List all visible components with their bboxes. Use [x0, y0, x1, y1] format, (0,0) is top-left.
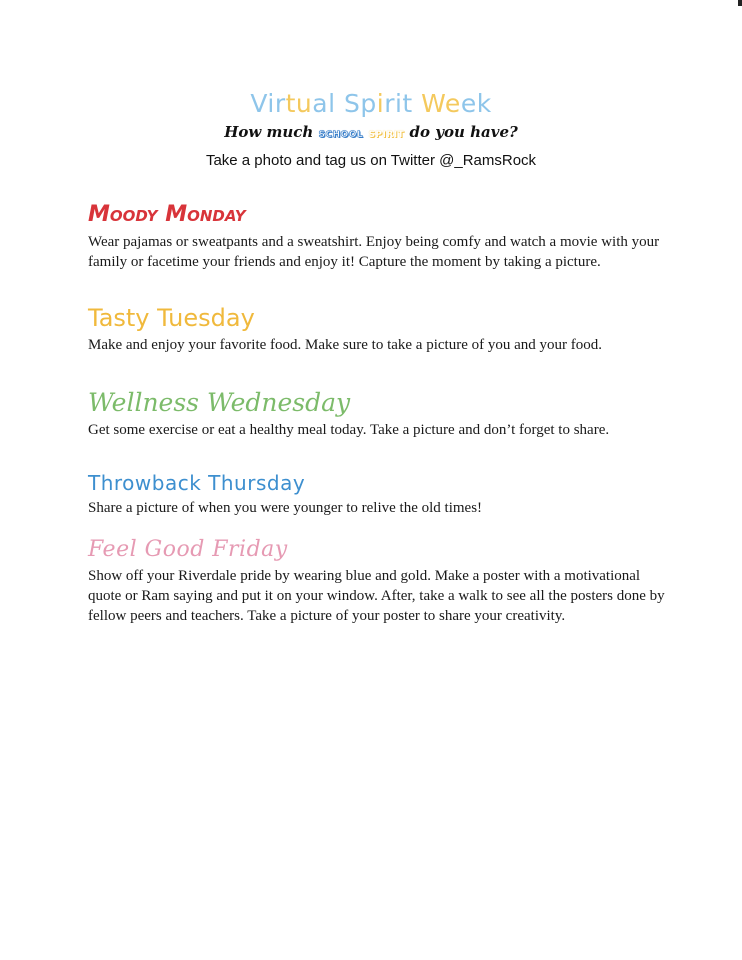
- day-description: Show off your Riverdale pride by wearing blue and gold. Make a poster with a motivational quote or Ram saying and put it on your window. After, take a walk to see all the posters done by fellow peers and teachers. Take a picture of your poster to share your creativity.: [88, 568, 665, 624]
- title-part: ek: [460, 89, 492, 118]
- day-list: [88, 198, 668, 626]
- day-section-wednesday: [88, 385, 668, 440]
- title-part: Sp: [343, 89, 377, 118]
- corner-mark: [738, 0, 742, 6]
- day-title: Feel Good Friday: [88, 537, 288, 562]
- day-section-tuesday: [88, 301, 668, 355]
- subtitle-end: do you have?: [404, 123, 518, 141]
- day-title: Throwback Thursday: [88, 471, 306, 495]
- subtitle-start: How much: [224, 123, 319, 141]
- subtitle-spirit-word: SPIRIT: [368, 130, 405, 140]
- day-title: Wellness Wednesday: [88, 388, 351, 417]
- day-description: Share a picture of when you were younger to relive the old times!: [88, 500, 483, 516]
- subtitle-school-word: SCHOOL: [318, 130, 364, 140]
- day-title: Moody Monday: [88, 202, 246, 227]
- title-part: tu: [285, 89, 313, 118]
- header: [0, 88, 742, 171]
- tagline: Take a photo and tag us on Twitter @_RamsRock: [205, 152, 537, 169]
- title-part: i: [376, 89, 385, 118]
- day-section-thursday: [88, 468, 668, 518]
- day-section-monday: [88, 198, 668, 272]
- title-part: Vir: [250, 89, 286, 118]
- day-description: Wear pajamas or sweatpants and a sweatshirt. Enjoy being comfy and watch a movie with your family or facetime your friends and enjoy it! Capture the moment by taking a picture.: [88, 234, 660, 270]
- day-section-friday: [88, 534, 668, 626]
- title-part: al: [312, 89, 344, 118]
- page-title: [0, 88, 742, 120]
- title-part: rit: [384, 89, 422, 118]
- page-subtitle: [0, 122, 742, 145]
- title-part: We: [421, 89, 461, 118]
- day-description: Get some exercise or eat a healthy meal today. Take a picture and don’t forget to share.: [88, 422, 610, 438]
- day-description: Make and enjoy your favorite food. Make sure to take a picture of you and your food.: [88, 337, 603, 353]
- day-title: Tasty Tuesday: [88, 304, 255, 332]
